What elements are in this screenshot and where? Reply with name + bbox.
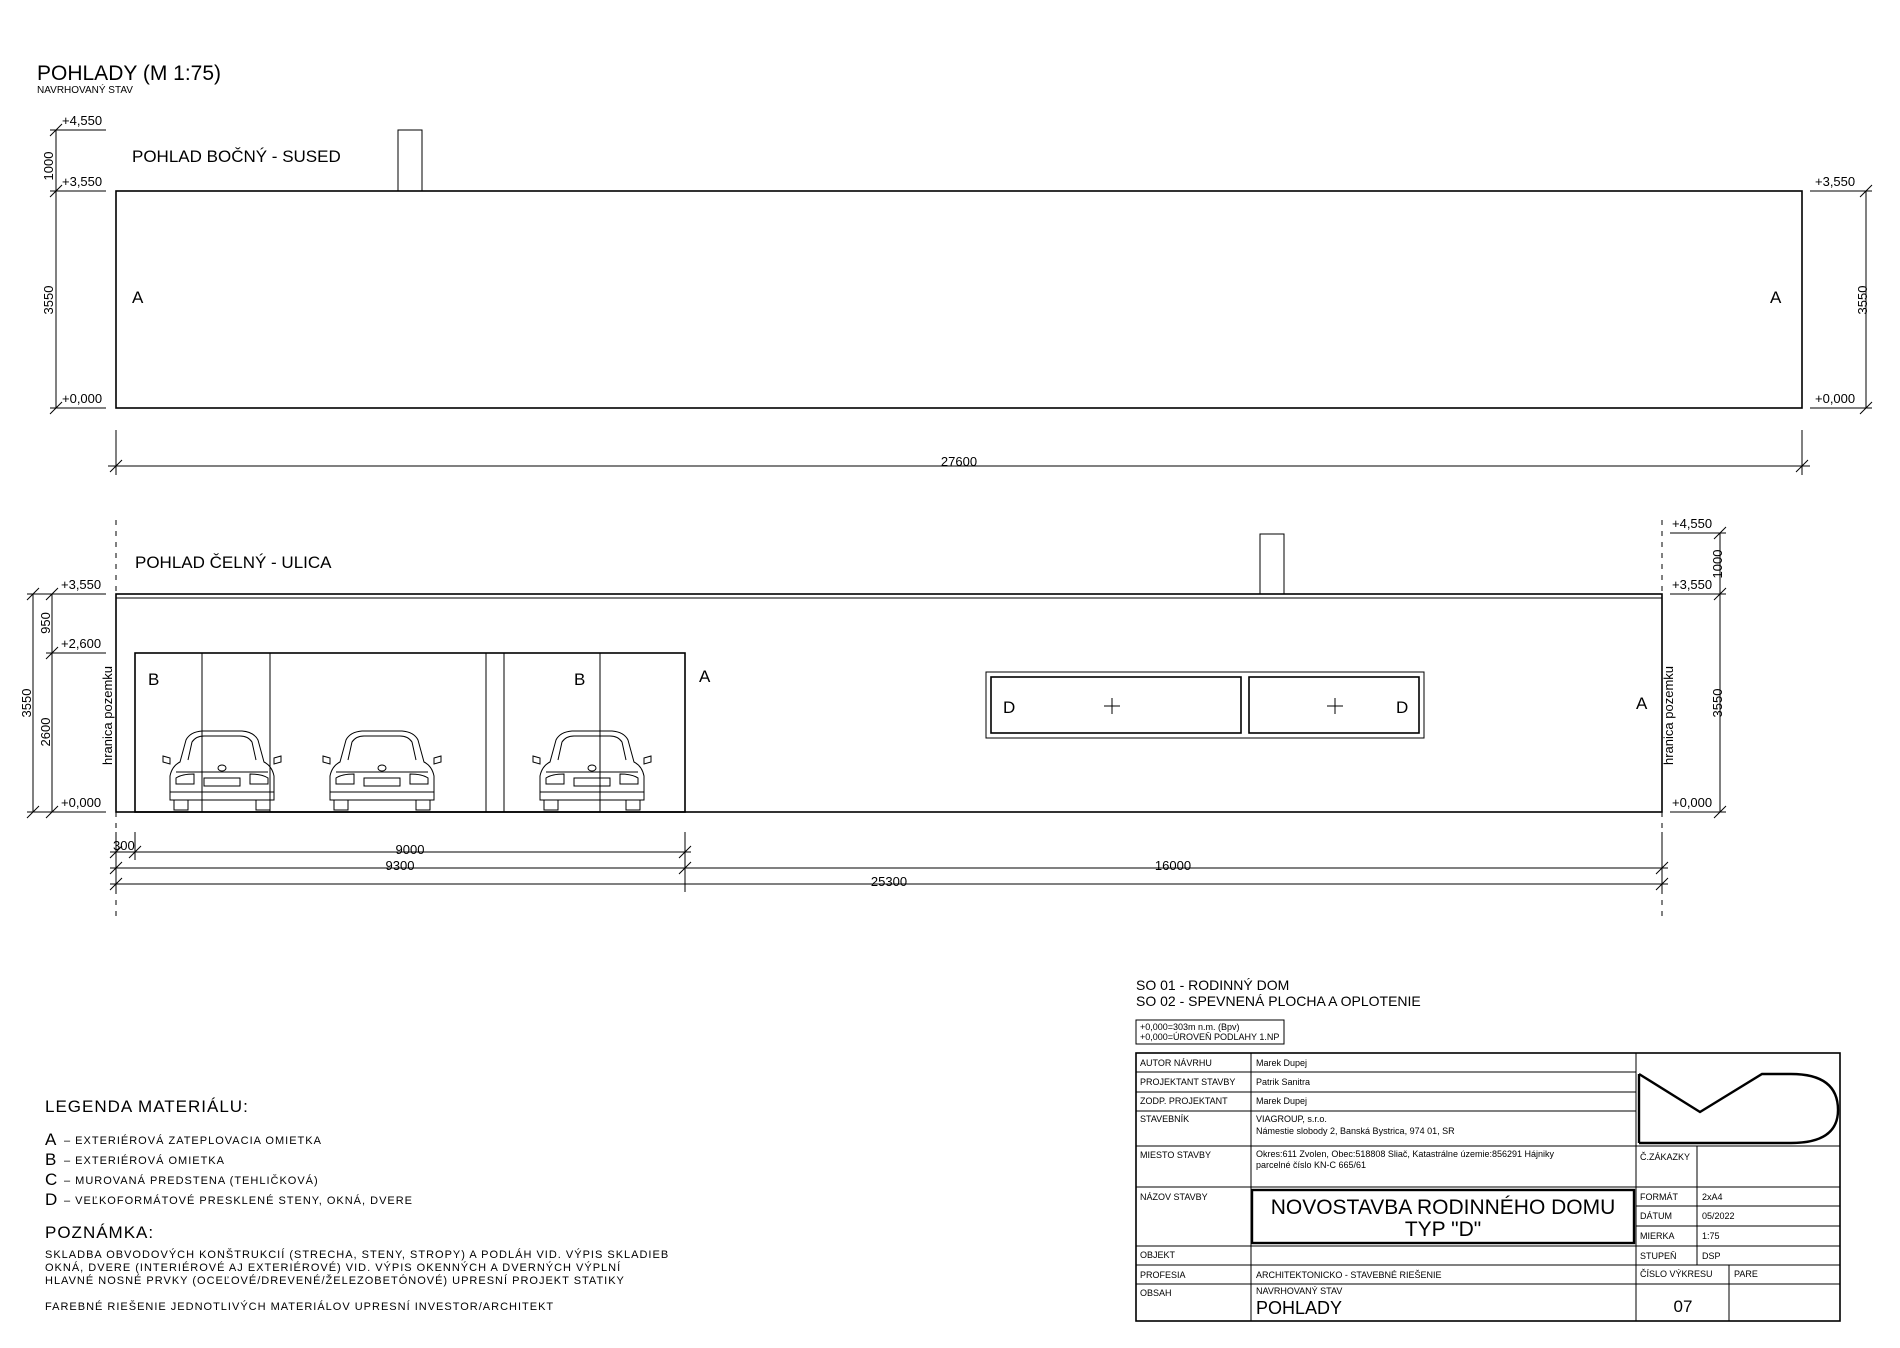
boundary-label-right: hranica pozemku xyxy=(1661,666,1676,765)
car-icon xyxy=(533,731,651,810)
elevation-note: +0,000=303m n.m. (Bpv) xyxy=(1140,1022,1240,1032)
side-dim-27600: 27600 xyxy=(940,454,978,469)
side-level-4550: +4,550 xyxy=(62,113,103,128)
info-label: DÁTUM xyxy=(1640,1211,1672,1221)
side-width-dimension xyxy=(108,430,1810,475)
legend-title: LEGENDA MATERIÁLU: xyxy=(45,1097,249,1116)
material-legend xyxy=(45,1097,413,1209)
front-dim-300: 300 xyxy=(113,838,135,853)
side-elevation xyxy=(41,113,1872,475)
side-material-left: A xyxy=(132,288,144,307)
side-view-title: POHLAD BOČNÝ - SUSED xyxy=(132,147,341,166)
title-block xyxy=(1136,977,1840,1321)
front-dim-25300: 25300 xyxy=(870,874,908,889)
so-line: SO 01 - RODINNÝ DOM xyxy=(1136,977,1290,993)
front-level-marks-left xyxy=(19,577,106,818)
side-material-right: A xyxy=(1770,288,1782,307)
side-level-right-3550: +3,550 xyxy=(1815,174,1856,189)
tb-label: OBJEKT xyxy=(1140,1250,1176,1260)
tb-label: STAVEBNÍK xyxy=(1140,1114,1190,1124)
front-material-b2: B xyxy=(574,670,586,689)
legend-item xyxy=(45,1150,225,1169)
tb-label: PROJEKTANT STAVBY xyxy=(1140,1077,1236,1087)
sheet-subtitle: NAVRHOVANÝ STAV xyxy=(37,85,133,96)
front-level-right-4550: +4,550 xyxy=(1672,516,1713,531)
legend-key: B xyxy=(45,1150,57,1169)
front-dim-9000: 9000 xyxy=(395,842,425,857)
front-level-3550: +3,550 xyxy=(61,577,102,592)
front-material-b1: B xyxy=(148,670,160,689)
order-label: Č.ZÁKAZKY xyxy=(1640,1152,1691,1162)
front-dim-right-1000: 1000 xyxy=(1710,549,1725,579)
front-material-d1: D xyxy=(1003,698,1016,717)
info-value: 1:75 xyxy=(1702,1231,1720,1241)
elevation-note: +0,000=ÚROVEŇ PODLAHY 1.NP xyxy=(1140,1032,1280,1042)
project-name-line: NOVOSTAVBA RODINNÉHO DOMU xyxy=(1270,1196,1616,1219)
note-title: POZNÁMKA: xyxy=(45,1223,155,1242)
legend-item xyxy=(45,1170,319,1189)
tb-label: OBSAH xyxy=(1140,1288,1172,1298)
tb-label: PROFESIA xyxy=(1140,1270,1186,1280)
legend-key: A xyxy=(45,1130,57,1149)
copy-label: PARE xyxy=(1734,1269,1758,1279)
tb-value: ARCHITEKTONICKO - STAVEBNÉ RIEŠENIE xyxy=(1256,1270,1442,1280)
front-material-a2: A xyxy=(1636,694,1648,713)
front-level-marks-right xyxy=(1670,516,1726,818)
drawing-number: 07 xyxy=(1673,1297,1693,1316)
note-line: HLAVNÉ NOSNÉ PRVKY (OCEĽOVÉ/DREVENÉ/ŽELEZOBETÓNOVÉ) UPRESNÍ PROJEKT STATIKY xyxy=(45,1275,625,1287)
tb-value: Marek Dupej xyxy=(1256,1058,1308,1068)
tb-value: Marek Dupej xyxy=(1256,1096,1308,1106)
side-dim-3550: 3550 xyxy=(41,285,56,315)
tb-value: Patrik Sanitra xyxy=(1256,1077,1311,1087)
side-building-outline xyxy=(116,191,1802,408)
info-value: 05/2022 xyxy=(1702,1211,1735,1221)
info-value: DSP xyxy=(1702,1251,1721,1261)
front-material-a1: A xyxy=(699,667,711,686)
front-dim-3550: 3550 xyxy=(19,688,34,718)
front-level-right-0000: +0,000 xyxy=(1672,795,1713,810)
garage-opening xyxy=(135,653,685,812)
legend-item xyxy=(45,1190,413,1209)
front-level-0000: +0,000 xyxy=(61,795,102,810)
front-building-outline xyxy=(116,594,1662,812)
info-label: FORMÁT xyxy=(1640,1192,1678,1202)
note-line: SKLADBA OBVODOVÝCH KONŠTRUKCIÍ (STRECHA, STENY, STROPY) A PODLÁH VID. VÝPIS SKLADIEB xyxy=(45,1249,670,1261)
info-label: STUPEŇ xyxy=(1640,1251,1677,1261)
side-level-marks-right xyxy=(1810,174,1872,414)
side-level-marks-left xyxy=(41,113,106,414)
info-label: MIERKA xyxy=(1640,1231,1675,1241)
boundary-label-left: hranica pozemku xyxy=(100,666,115,765)
front-level-right-3550: +3,550 xyxy=(1672,577,1713,592)
tb-label: MIESTO STAVBY xyxy=(1140,1150,1212,1160)
front-level-2600: +2,600 xyxy=(61,636,102,651)
tb-value: Okres:611 Zvolen, Obec:518808 Sliač, Katastrálne územie:856291 Hájniky xyxy=(1256,1149,1555,1159)
tb-value: NAVRHOVANÝ STAV xyxy=(1256,1286,1343,1296)
legend-text: – EXTERIÉROVÁ ZATEPLOVACIA OMIETKA xyxy=(64,1135,322,1147)
side-dim-1000: 1000 xyxy=(41,151,56,181)
tb-label: AUTOR NÁVRHU xyxy=(1140,1058,1212,1068)
side-level-right-0000: +0,000 xyxy=(1815,391,1856,406)
front-chimney xyxy=(1260,534,1284,594)
note-line: FAREBNÉ RIEŠENIE JEDNOTLIVÝCH MATERIÁLOV UPRESNÍ INVESTOR/ARCHITEKT xyxy=(45,1301,555,1313)
so-line: SO 02 - SPEVNENÁ PLOCHA A OPLOTENIE xyxy=(1136,993,1421,1009)
legend-text: – MUROVANÁ PREDSTENA (TEHLIČKOVÁ) xyxy=(64,1175,319,1187)
tb-value: Námestie slobody 2, Banská Bystrica, 974 01, SR xyxy=(1256,1126,1455,1136)
side-chimney xyxy=(398,130,422,191)
front-elevation xyxy=(19,516,1726,918)
front-width-dimensions xyxy=(110,832,1668,892)
front-material-d2: D xyxy=(1396,698,1409,717)
tb-label: NÁZOV STAVBY xyxy=(1140,1192,1208,1202)
drawing-no-label: ČÍSLO VÝKRESU xyxy=(1640,1269,1713,1279)
legend-key: C xyxy=(45,1170,58,1189)
legend-text: – VEĽKOFORMÁTOVÉ PRESKLENÉ STENY, OKNÁ, DVERE xyxy=(64,1195,414,1207)
side-dim-right-3550: 3550 xyxy=(1855,285,1870,315)
legend-key: D xyxy=(45,1190,58,1209)
window-band xyxy=(986,672,1424,738)
legend-text: – EXTERIÉROVÁ OMIETKA xyxy=(64,1155,225,1167)
car-icon xyxy=(323,731,441,810)
project-name-line: TYP "D" xyxy=(1404,1218,1482,1241)
front-dim-16000: 16000 xyxy=(1154,858,1192,873)
sheet-title: POHLADY (M 1:75) xyxy=(37,62,222,85)
notes xyxy=(45,1223,669,1313)
front-dim-2600: 2600 xyxy=(38,717,53,747)
front-dim-right-3550: 3550 xyxy=(1710,688,1725,718)
info-value: 2xA4 xyxy=(1702,1192,1723,1202)
tb-label: ZODP. PROJEKTANT xyxy=(1140,1096,1228,1106)
front-dim-9300: 9300 xyxy=(385,858,415,873)
tb-value: parcelné číslo KN-C 665/61 xyxy=(1256,1160,1367,1170)
legend-item xyxy=(45,1130,322,1149)
side-level-3550: +3,550 xyxy=(62,174,103,189)
logo-icon xyxy=(1639,1074,1838,1143)
front-view-title: POHLAD ČELNÝ - ULICA xyxy=(135,553,332,572)
tb-value: VIAGROUP, s.r.o. xyxy=(1256,1114,1327,1124)
car-icon xyxy=(163,731,281,810)
side-level-0000: +0,000 xyxy=(62,391,103,406)
note-line: OKNÁ, DVERE (INTERIÉROVÉ AJ EXTERIÉROVÉ) VID. VÝPIS OKENNÝCH A DVERNÝCH VÝPLNÍ xyxy=(45,1262,622,1274)
front-dim-950: 950 xyxy=(38,612,53,634)
content-name: POHLADY xyxy=(1256,1298,1343,1318)
